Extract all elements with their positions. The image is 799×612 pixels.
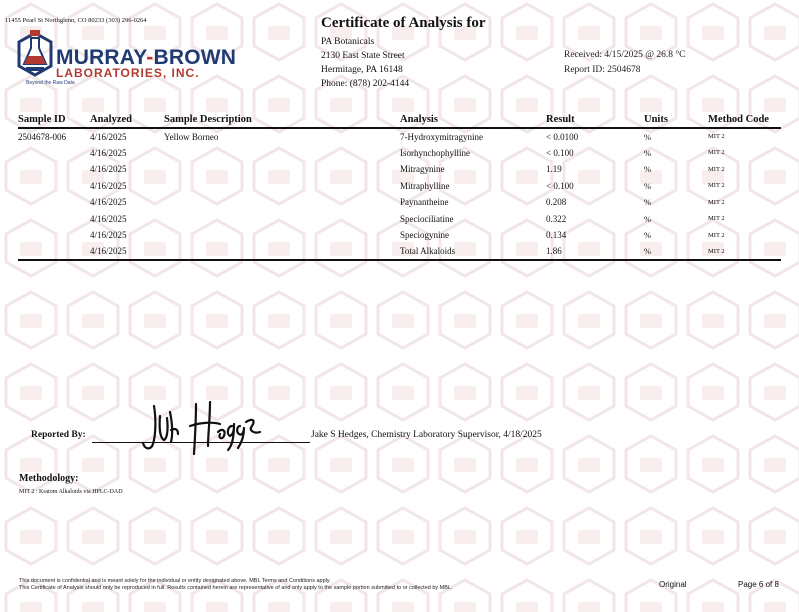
cell-description [164,178,400,195]
table-row [18,145,781,162]
cell-method: MIT 2 [708,165,725,173]
cell-analyzed: 4/16/2025 [90,244,164,261]
table-row [18,178,781,195]
received-date: Received: 4/15/2025 @ 26.8 °C [564,50,686,60]
cell-method: MIT 2 [708,215,725,223]
table-header-row [18,112,781,128]
cell-analysis: Mitraphylline [400,180,450,191]
cell-analysis: 7-Hydroxymitragynine [400,131,483,142]
cell-analysis: Paynantheine [400,197,449,208]
client-block [321,35,409,91]
footer-reproduction: This Certificate of Analysis should only be reproduced in full. Results contained herein are representative of and only apply to the sample portion submitted to or collected by MBL. [19,585,453,591]
logo-tagline: Beyond the Raw Data [26,80,75,86]
cell-sample-id [18,194,90,211]
footer-original: Original [659,580,687,589]
cell-units: % [644,131,652,142]
cell-analyzed: 4/16/2025 [90,131,127,142]
cell-description [164,211,400,228]
cell-method: MIT 2 [708,149,725,157]
header-method: Method Code [708,112,781,128]
client-name: PA Botanicals [321,37,375,47]
client-phone: Phone: (878) 202-4144 [321,79,410,89]
cell-analysis: Total Alkaloids [400,244,546,261]
cell-description: Yellow Borneo [164,131,219,142]
logo-name-dash: - [146,46,154,69]
cell-analyzed: 4/16/2025 [90,197,127,208]
cell-units: % [644,213,652,224]
results-table [18,112,781,261]
cell-units: % [644,244,708,261]
methodology-item: MIT 2 : Kratom Alkaloids via HPLC-DAD [19,489,123,495]
cell-sample-id [18,244,90,261]
cell-method: MIT 2 [708,231,725,239]
cell-sample-id [18,227,90,244]
methodology-title: Methodology: [19,473,79,484]
cell-method: MIT 2 [708,244,781,261]
cell-units: % [644,164,652,175]
lab-address: 11455 Pearl St Northglenn, CO 80233 (303) 296-0264 [5,17,147,24]
cell-result: < 0.0100 [546,131,579,142]
cell-result: < 0.100 [546,180,574,191]
footer-confidential: This document is confidential and is meant solely for the individual or entity designated above. MBL Terms and Conditions apply. [19,578,331,584]
lab-logo [16,30,237,90]
cell-method: MIT 2 [708,133,725,141]
page-number: Page 6 of 8 [738,580,779,589]
cell-analyzed: 4/16/2025 [90,147,127,158]
cell-units: % [644,147,652,158]
cell-analysis: Speciogynine [400,230,449,241]
logo-subtitle: LABORATORIES, INC. [56,66,200,80]
signature-image [140,398,270,460]
header-analysis: Analysis [400,112,546,128]
cell-analysis: Isorhynchophylline [400,147,470,158]
cell-description [164,145,400,162]
cell-description [164,161,400,178]
cell-method: MIT 2 [708,182,725,190]
table-row [18,161,781,178]
cell-analyzed: 4/16/2025 [90,213,127,224]
cell-sample-id [18,145,90,162]
logo-name-part1: MURRAY [56,46,147,69]
table-row [18,211,781,228]
cell-description [164,227,400,244]
cell-description [164,244,400,261]
cell-result: 1.86 [546,244,644,261]
cell-sample-id [18,211,90,228]
reporter-name: Jake S Hedges, Chemistry Laboratory Supervisor, 4/18/2025 [311,430,542,440]
logo-name-part2: BROWN [153,46,237,69]
cell-description [164,194,400,211]
client-street: 2130 East State Street [321,51,405,61]
header-units: Units [644,112,708,128]
certificate-title: Certificate of Analysis for [321,15,486,31]
cell-analysis: Mitragynine [400,164,445,175]
cell-sample-id [18,161,90,178]
cell-result: < 0.100 [546,147,574,158]
cell-result: 0.134 [546,230,567,241]
cell-sample-id: 2504678-006 [18,131,66,142]
table-row [18,244,781,261]
cell-result: 0.322 [546,213,567,224]
table-row [18,194,781,211]
header-sample-id: Sample ID [18,112,90,128]
cell-units: % [644,230,652,241]
cell-analyzed: 4/16/2025 [90,164,127,175]
table-row [18,227,781,244]
header-result: Result [546,112,644,128]
header-description: Sample Description [164,112,400,128]
cell-units: % [644,180,652,191]
cell-analyzed: 4/16/2025 [90,230,127,241]
header-analyzed: Analyzed [90,112,164,128]
cell-analyzed: 4/16/2025 [90,180,127,191]
flask-logo-icon [16,30,54,80]
cell-units: % [644,197,652,208]
table-row [18,128,781,145]
receipt-block [564,48,686,78]
report-id: Report ID: 2504678 [564,65,641,75]
cell-result: 0.208 [546,197,567,208]
client-city: Hermitage, PA 16148 [321,65,403,75]
reported-by-label: Reported By: [31,430,86,440]
cell-result: 1.19 [546,164,562,175]
cell-method: MIT 2 [708,198,725,206]
cell-analysis: Speciociliatine [400,213,454,224]
cell-sample-id [18,178,90,195]
